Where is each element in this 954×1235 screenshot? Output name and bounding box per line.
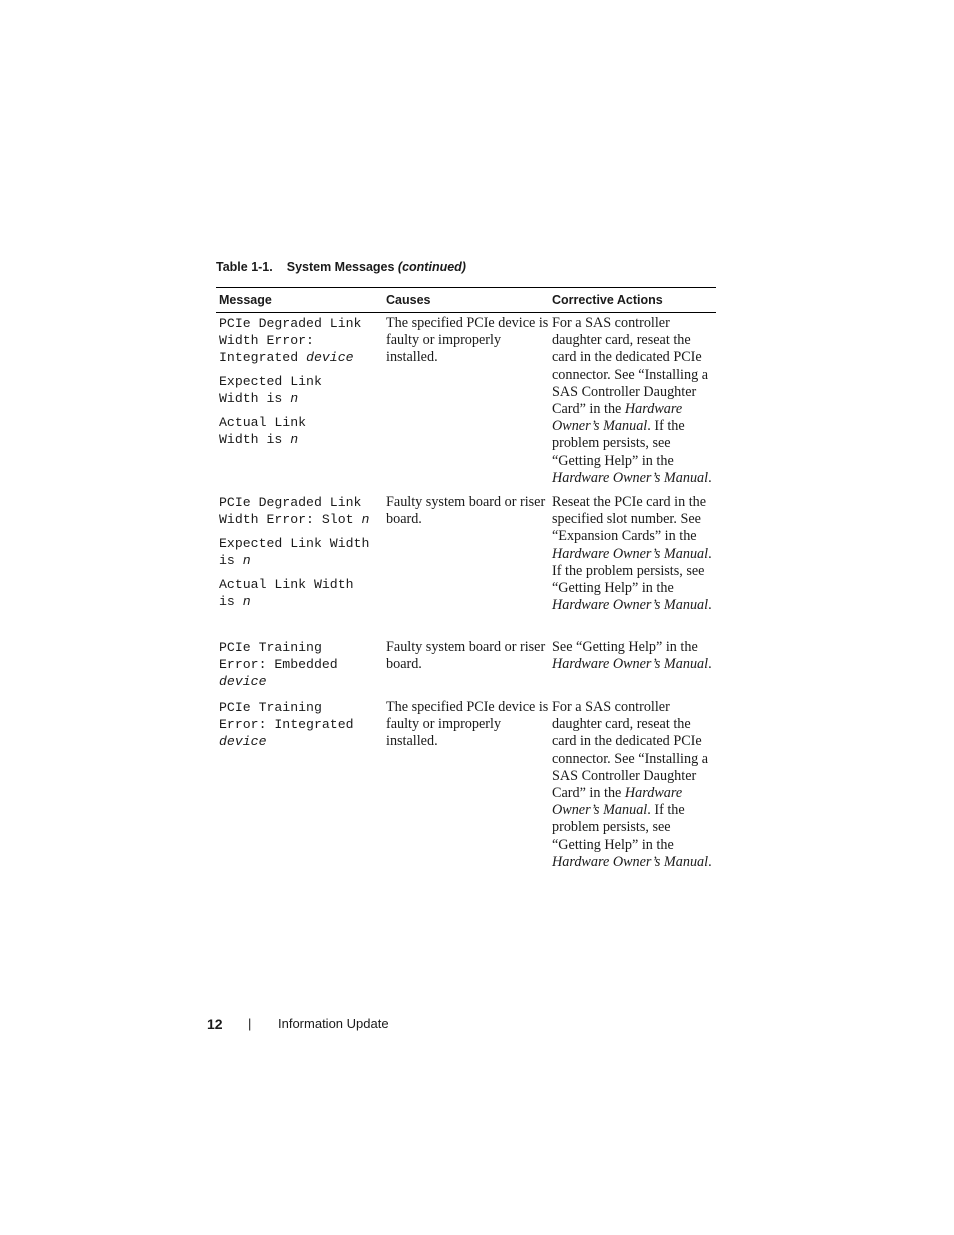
message-text: PCIe Training Error: Embedded device bbox=[219, 640, 338, 690]
footer-title: Information Update bbox=[278, 1016, 389, 1031]
table-row bbox=[216, 315, 716, 487]
header-message: Message bbox=[219, 293, 272, 307]
cause-text: The specified PCIe device is faulty or improperly installed. bbox=[386, 699, 549, 750]
cause-text: The specified PCIe device is faulty or improperly installed. bbox=[386, 315, 549, 366]
message-text: Actual Link Width is n bbox=[219, 415, 307, 448]
table-title: System Messages bbox=[286, 260, 395, 274]
action-cell bbox=[549, 639, 716, 697]
cause-cell bbox=[383, 315, 549, 487]
page-footer bbox=[207, 1016, 389, 1032]
message-text: PCIe Training Error: Integrated device bbox=[219, 700, 354, 750]
message-cell bbox=[216, 315, 383, 487]
table-caption bbox=[216, 260, 466, 274]
action-cell bbox=[549, 315, 716, 487]
header-causes: Causes bbox=[386, 293, 431, 307]
message-text: PCIe Degraded Link Width Error: Integrated device bbox=[219, 316, 362, 366]
cause-cell bbox=[383, 494, 549, 617]
table-row bbox=[216, 494, 716, 617]
action-text: For a SAS controller daughter card, reseat the card in the dedicated PCIe connector. See “Installing a SAS Controller Daughter Card” in the Hardware Owner’s Manual. If the problem persists, see “Getting Help” in the Hardware Owner’s Manual. bbox=[552, 315, 712, 486]
header-corrective-actions: Corrective Actions bbox=[552, 293, 663, 307]
action-cell bbox=[549, 699, 716, 871]
message-text: Expected Link Width is n bbox=[219, 535, 370, 569]
cause-text: Faulty system board or riser board. bbox=[386, 639, 546, 673]
action-text: Reseat the PCIe card in the specified slot number. See “Expansion Cards” in the Hardware Owner’s Manual. If the problem persists, see “Getting Help” in the Hardware Owner’s Manual. bbox=[552, 494, 712, 614]
cause-text: Faulty system board or riser board. bbox=[386, 494, 546, 528]
table-row bbox=[216, 699, 716, 871]
footer-separator: | bbox=[248, 1016, 252, 1031]
cause-cell bbox=[383, 699, 549, 871]
page-number: 12 bbox=[207, 1016, 223, 1032]
cause-cell bbox=[383, 639, 549, 697]
message-cell bbox=[216, 699, 383, 871]
action-text: See “Getting Help” in the Hardware Owner’s Manual. bbox=[552, 639, 712, 673]
action-text: For a SAS controller daughter card, reseat the card in the dedicated PCIe connector. See “Installing a SAS Controller Daughter Card” in the Hardware Owner’s Manual. If the problem persists, see “Getting Help” in the Hardware Owner’s Manual. bbox=[552, 699, 712, 870]
table-row bbox=[216, 639, 716, 697]
table-header bbox=[216, 288, 716, 313]
message-cell bbox=[216, 639, 383, 697]
table-label: Table 1-1. bbox=[216, 260, 273, 274]
system-messages-table bbox=[216, 287, 716, 870]
table-continued: (continued) bbox=[397, 260, 466, 274]
message-text: Actual Link Width is n bbox=[219, 576, 354, 610]
message-cell bbox=[216, 494, 383, 617]
message-text: Expected Link Width is n bbox=[219, 374, 322, 407]
action-cell bbox=[549, 494, 716, 617]
message-text: PCIe Degraded Link Width Error: Slot n bbox=[219, 495, 370, 528]
